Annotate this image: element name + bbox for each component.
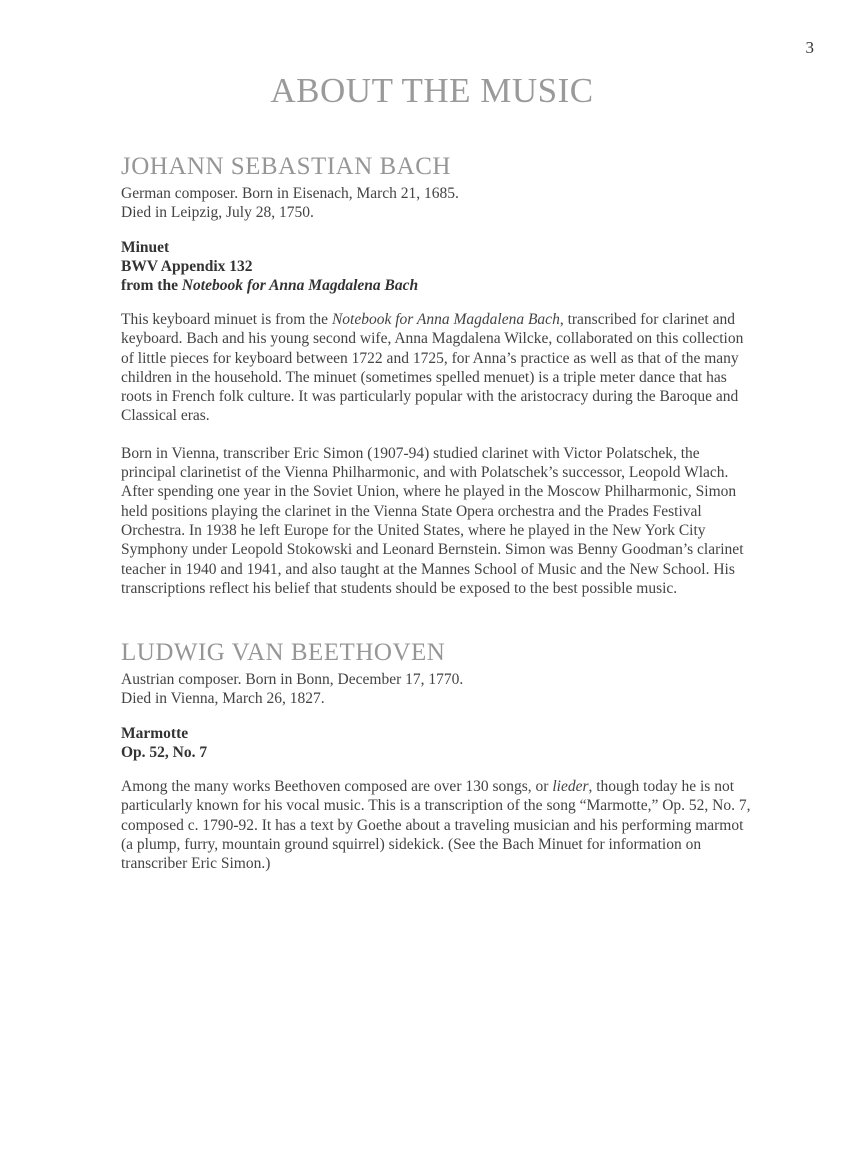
bio-line: Died in Leipzig, July 28, 1750. [121,204,314,221]
work-title-block-minuet [121,238,753,295]
italic-text-run: lieder [552,778,589,796]
bio-line: German composer. Born in Eisenach, March 21, 1685. [121,185,459,202]
work-catalog-line [121,257,753,276]
work-catalog-line [121,743,753,762]
text-run: Born in Vienna, transcriber Eric Simon (1907-94) studied clarinet with Victor Polatschek, the principal clarinetist of the Vienna Philharmonic, and with Polatschek’s successor, Leopold Wlach. After spending one year in the Soviet Union, where he played in the Moscow Philharmonic, Simon held positions playing the clarinet in the Vienna State Opera orchestra and the Prades Festival Orchestra. In 1938 he left Europe for the United States, where he played in the New York City Symphony under Leopold Stokowski and Leonard Bernstein. Simon was Benny Goodman’s clarinet teacher in 1940 and 1941, and also taught at the Mannes School of Music and the New School. His transcriptions reflect his belief that students should be exposed to the best possible music. [121,444,744,597]
work-title-line [121,724,753,743]
composer-bio-beethoven [121,670,753,708]
composer-heading-bach: JOHANN SEBASTIAN BACH [121,153,451,180]
page-title: ABOUT THE MUSIC [270,71,594,110]
composer-heading-beethoven: LUDWIG VAN BEETHOVEN [121,639,446,667]
bio-line: Austrian composer. Born in Bonn, December 17, 1770. [121,671,464,689]
work-title-line [121,238,753,257]
text-run: from the [121,277,182,294]
work-title-block-marmotte [121,724,753,762]
italic-text-run: Notebook for Anna Magdalena Bach [181,277,419,294]
text-run: Minuet [121,239,170,256]
paragraph-minuet-history [121,310,753,426]
text-run: , transcribed for clarinet and keyboard. Bach and his young second wife, Anna Magdalena Wilcke, collaborated on this collection of little pieces for keyboard between 1722 and 1725, for Anna’s practice as well as that of the many children in the household. The minuet (sometimes spelled menuet) is a triple meter dance that has roots in French folk culture. It was particularly popular with the aristocracy during the Baroque and Classical eras. [121,311,744,425]
work-source-line [121,276,753,295]
section-beethoven [121,638,753,873]
text-run: BWV Appendix 132 [121,258,253,275]
paragraph-eric-simon [121,444,753,598]
text-run: Op. 52, No. 7 [121,744,208,762]
text-run: Marmotte [121,725,189,743]
page-content [121,152,753,874]
text-run: , though today he is not particularly known for his vocal music. This is a transcription of the song “Marmotte,” Op. 52, No. 7, composed c. 1790-92. It has a text by Goethe about a traveling musician and his performing marmot (a plump, furry, mountain ground squirrel) sidekick. (See the Bach Minuet for information on transcriber Eric Simon.) [121,778,751,873]
section-bach [121,152,753,598]
bio-line: Died in Vienna, March 26, 1827. [121,690,325,708]
text-run: Among the many works Beethoven composed are over 130 songs, or [121,778,553,796]
italic-text-run: Notebook for Anna Magdalena Bach [331,311,560,328]
text-run: This keyboard minuet is from the [121,311,332,328]
paragraph-marmotte [121,777,753,873]
page-number: 3 [805,38,814,57]
composer-bio-bach [121,184,753,222]
